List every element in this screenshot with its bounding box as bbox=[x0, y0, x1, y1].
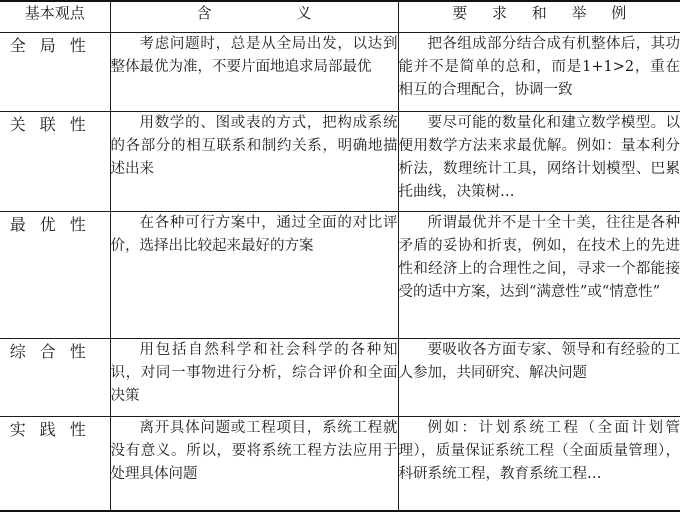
header-meaning: 含 义 bbox=[110, 1, 398, 33]
concept-cell: 实践性 bbox=[0, 417, 110, 511]
requirement-cell: 例如：计划系统工程（全面计划管理），质量保证系统工程（全面质量管理），科研系统工程，教育系统工程… bbox=[398, 417, 680, 511]
header-basic-concept: 基本观点 bbox=[0, 1, 110, 33]
meaning-cell: 在各种可行方案中，通过全面的对比评价，选择出比较起来最好的方案 bbox=[110, 212, 398, 339]
table-row bbox=[0, 339, 680, 417]
table-row bbox=[0, 33, 680, 112]
meaning-cell: 用数学的、图或表的方式，把构成系统的各部分的相互联系和制约关系，明确地描述出来 bbox=[110, 112, 398, 212]
concept-cell: 综合性 bbox=[0, 339, 110, 417]
concept-cell: 全局性 bbox=[0, 33, 110, 112]
meaning-cell: 离开具体问题或工程项目，系统工程就没有意义。所以，要将系统工程方法应用于处理具体问题 bbox=[110, 417, 398, 511]
table-row bbox=[0, 212, 680, 339]
table-row bbox=[0, 417, 680, 511]
concept-cell: 最优性 bbox=[0, 212, 110, 339]
table-row bbox=[0, 112, 680, 212]
meaning-cell: 用包括自然科学和社会科学的各种知识，对同一事物进行分析，综合评价和全面决策 bbox=[110, 339, 398, 417]
requirement-cell: 要尽可能的数量化和建立数学模型。以便用数学方法来求最优解。例如：量本利分析法，数理统计工具，网络计划模型、巴累托曲线，决策树… bbox=[398, 112, 680, 212]
requirement-cell: 把各组成部分结合成有机整体后，其功能并不是简单的总和，而是1+1>2，重在相互的合理配合，协调一致 bbox=[398, 33, 680, 112]
header-requirements-examples: 要 求 和 举 例 bbox=[398, 1, 680, 33]
table-header bbox=[0, 1, 680, 33]
requirement-cell: 所谓最优并不是十全十美，往往是各种矛盾的妥协和折衷，例如，在技术上的先进性和经济上的合理性之间，寻求一个都能接受的适中方案，达到“满意性”或“情意性” bbox=[398, 212, 680, 339]
header-row bbox=[0, 1, 680, 33]
meaning-cell: 考虑问题时，总是从全局出发，以达到整体最优为准，不要片面地追求局部最优 bbox=[110, 33, 398, 112]
table-body bbox=[0, 33, 680, 511]
concept-cell: 关联性 bbox=[0, 112, 110, 212]
requirement-cell: 要吸收各方面专家、领导和有经验的工人参加，共同研究、解决问题 bbox=[398, 339, 680, 417]
